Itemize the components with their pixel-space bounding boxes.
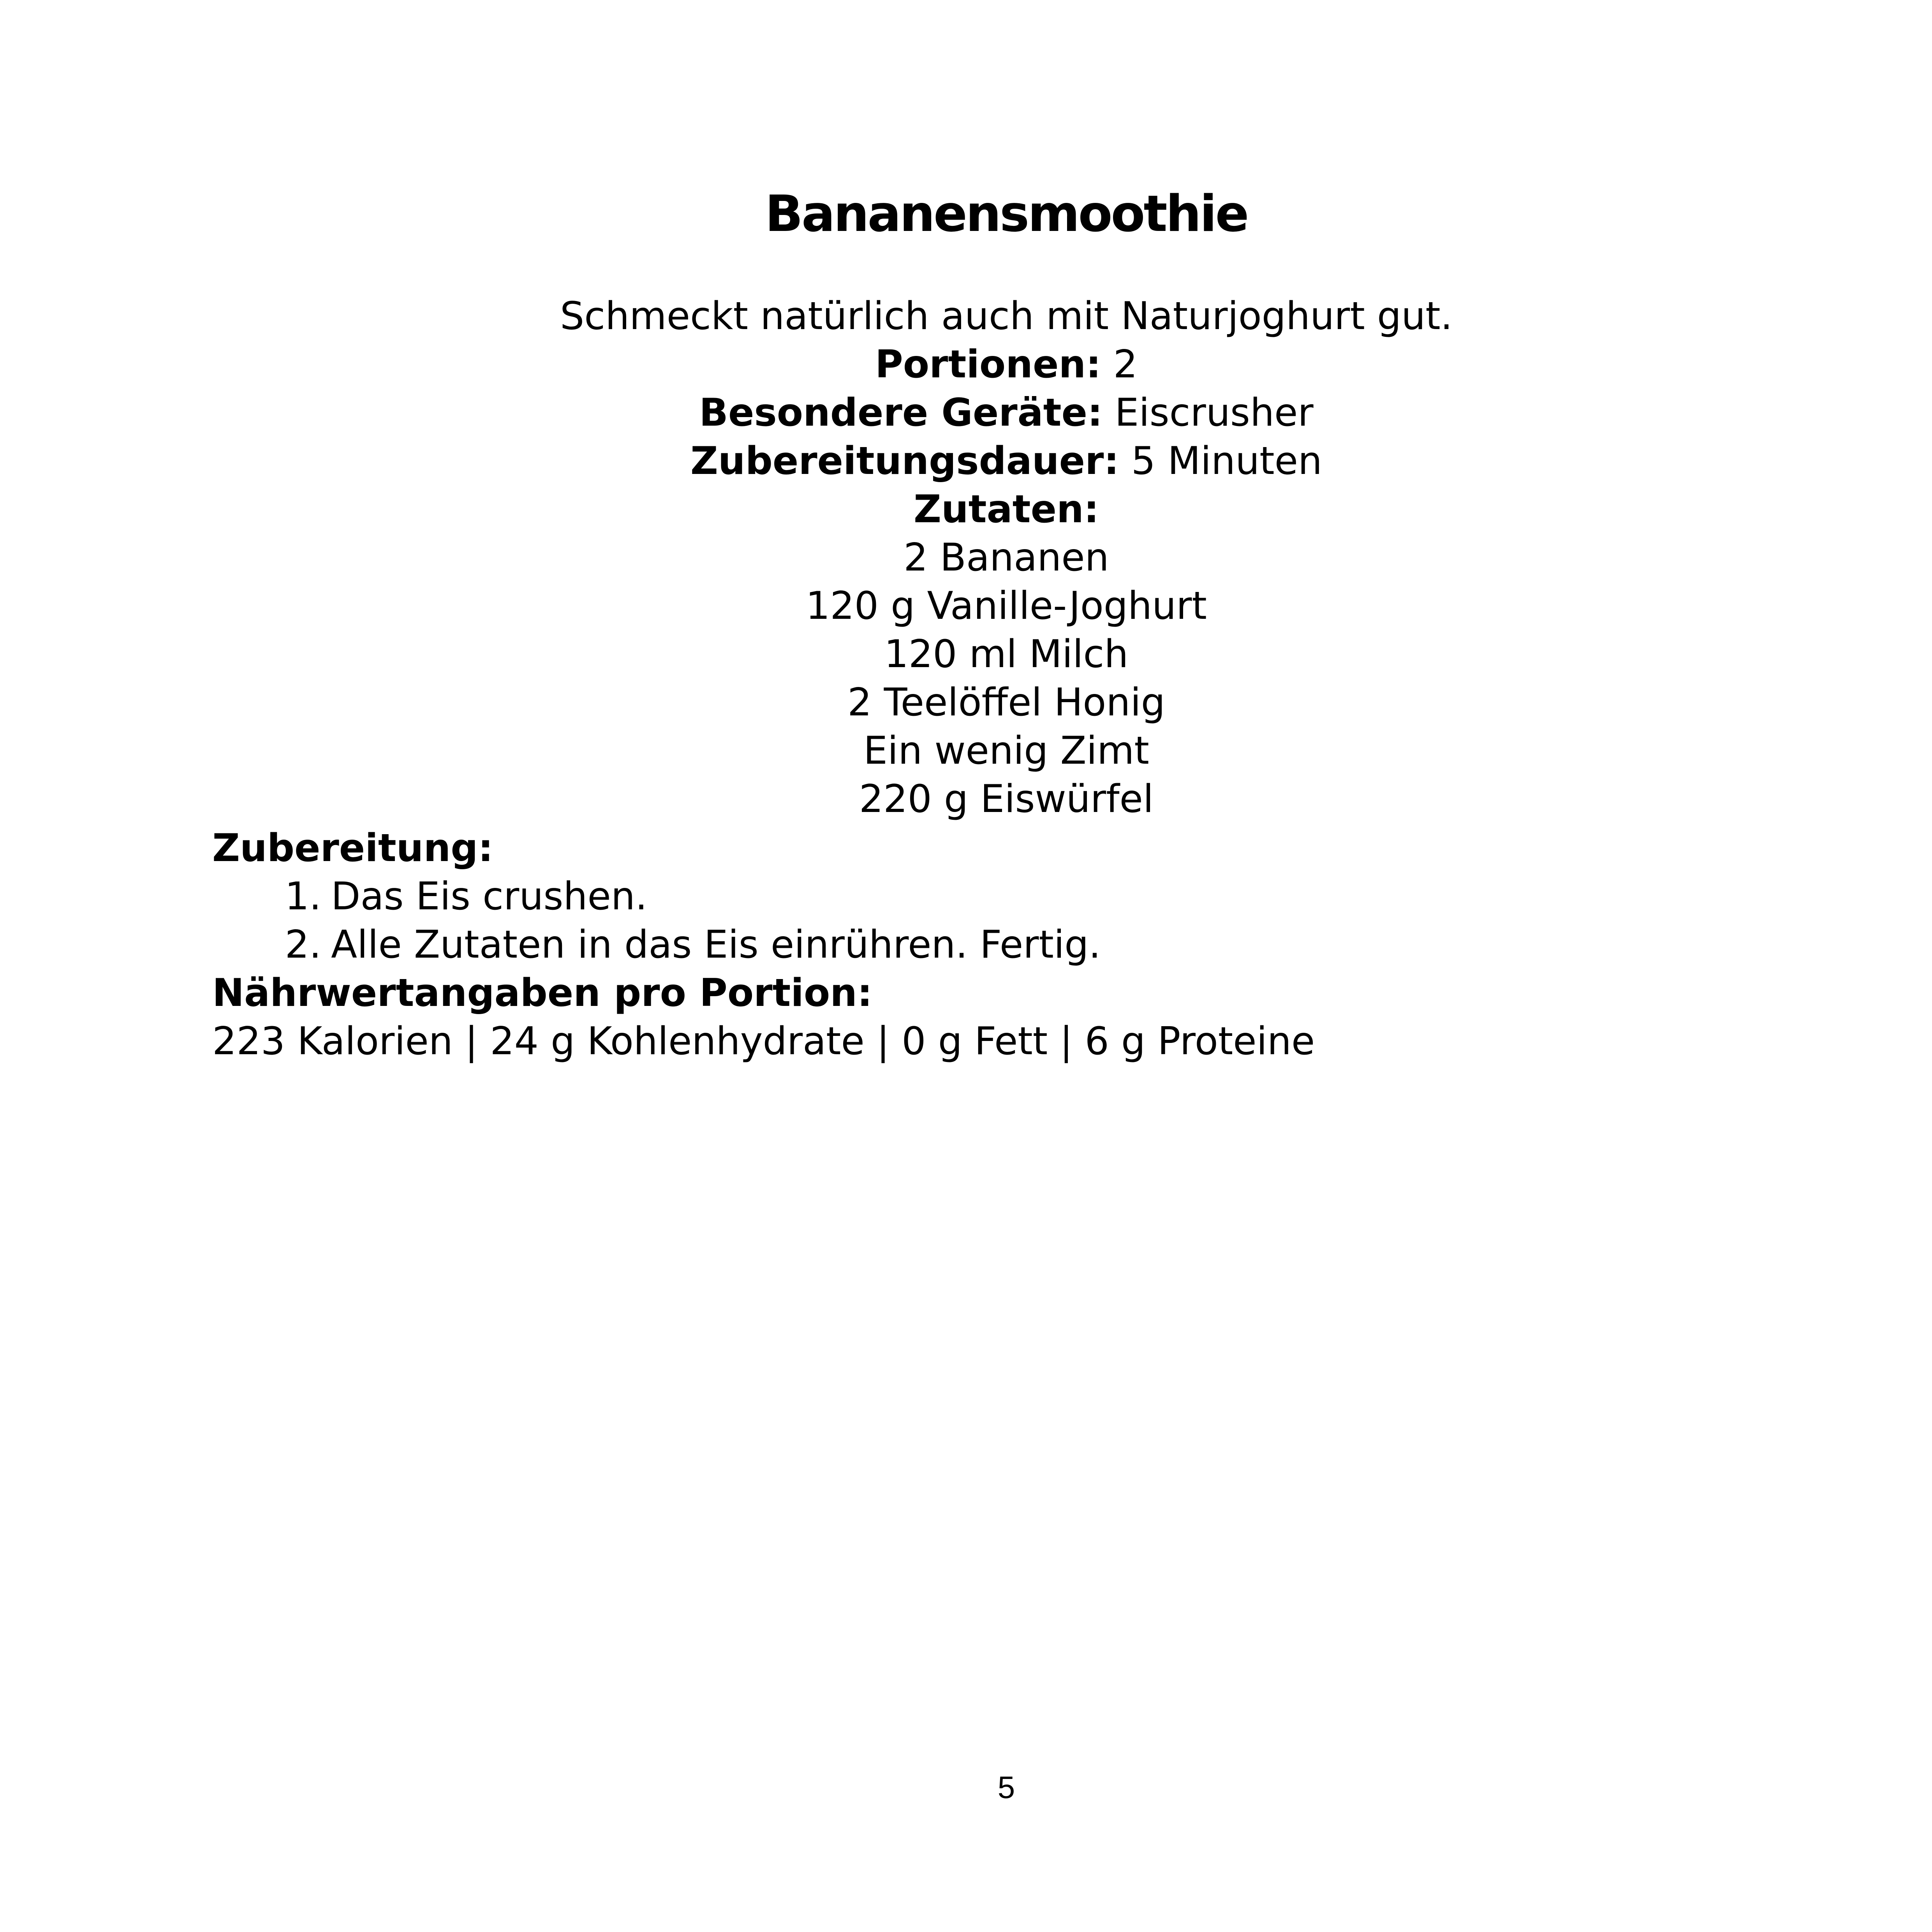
step-text: Alle Zutaten in das Eis einrühren. Fertig. bbox=[331, 923, 1101, 967]
ingredient-item: Ein wenig Zimt bbox=[863, 729, 1149, 773]
duration-value: 5 Minuten bbox=[1119, 439, 1323, 483]
ingredient-item: 2 Bananen bbox=[903, 535, 1109, 580]
page-number: 5 bbox=[997, 1770, 1015, 1805]
recipe-details bbox=[212, 824, 1315, 1066]
step-number: 1. bbox=[285, 874, 321, 919]
duration-label: Zubereitungsdauer: bbox=[690, 439, 1119, 483]
ingredient-item: 120 g Vanille-Joghurt bbox=[806, 584, 1207, 628]
portions-value: 2 bbox=[1101, 342, 1138, 387]
ingredient-item: 120 ml Milch bbox=[884, 632, 1129, 676]
step-item bbox=[212, 872, 1315, 921]
duration-line bbox=[0, 437, 1932, 485]
portions-label: Portionen: bbox=[875, 342, 1101, 387]
ingredients-heading: Zutaten: bbox=[913, 487, 1099, 532]
equipment-value: Eiscrusher bbox=[1102, 391, 1314, 435]
ingredient-item: 220 g Eiswürfel bbox=[859, 777, 1154, 821]
recipe-intro: Schmeckt natürlich auch mit Naturjoghurt gut. bbox=[560, 294, 1453, 338]
step-text: Das Eis crushen. bbox=[331, 874, 648, 919]
nutrition-heading: Nährwertangaben pro Portion: bbox=[212, 971, 873, 1015]
step-number: 2. bbox=[285, 923, 321, 967]
portions-line bbox=[0, 340, 1932, 389]
preparation-steps bbox=[212, 872, 1315, 969]
recipe-summary bbox=[0, 292, 1932, 823]
ingredient-item: 2 Teelöffel Honig bbox=[847, 680, 1165, 725]
nutrition-values: 223 Kalorien | 24 g Kohlenhydrate | 0 g Fett | 6 g Proteine bbox=[212, 1019, 1315, 1064]
equipment-line bbox=[0, 389, 1932, 437]
equipment-label: Besondere Geräte: bbox=[699, 391, 1103, 435]
recipe-title: Bananensmoothie bbox=[765, 185, 1248, 243]
step-item bbox=[212, 921, 1315, 969]
preparation-heading: Zubereitung: bbox=[212, 826, 493, 870]
